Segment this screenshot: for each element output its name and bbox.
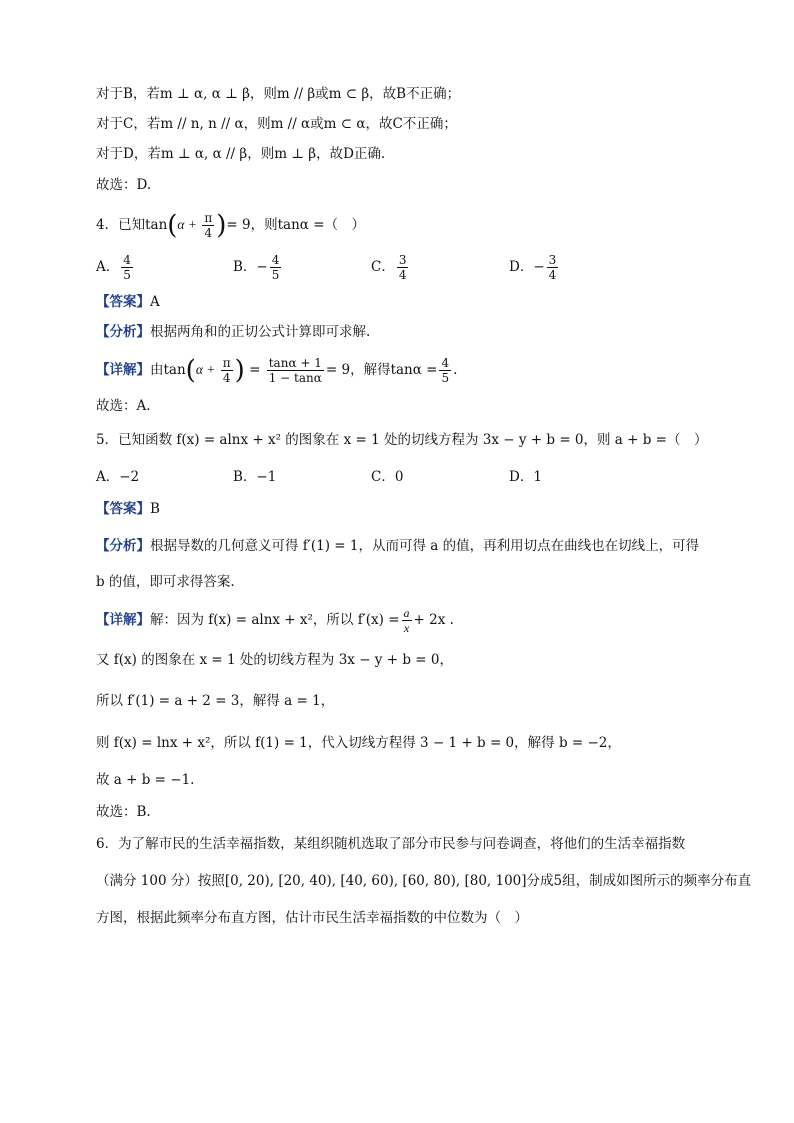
line-option-b-analysis: 对于B，若m ⊥ α, α ⊥ β，则m // β或m ⊂ β，故B不正确； bbox=[96, 86, 461, 102]
q4-option-c: C． $\frac{3}{4}$ bbox=[371, 253, 407, 282]
open-paren-icon: ( bbox=[167, 210, 178, 241]
line-q3-selection: 故选：D. bbox=[96, 177, 152, 193]
question-6-line-3: 方图，根据此频率分布直方图，估计市民生活幸福指数的中位数为（ ） bbox=[96, 910, 528, 926]
q4-fraction: $\frac{\pi}{4}$ bbox=[204, 211, 213, 240]
q5-option-d: D．1 bbox=[509, 469, 542, 485]
q5-detail-2: 又 f(x) 的图象在 x = 1 处的切线方程为 3x − y + b = 0， bbox=[96, 652, 453, 668]
q5-option-c: C．0 bbox=[371, 469, 404, 485]
q4-prefix: 4．已知tan bbox=[96, 217, 168, 233]
line-option-c-analysis: 对于C，若m // n, n // α，则m // α或m ⊂ α，故C不正确； bbox=[96, 116, 457, 132]
q4-arg: α + bbox=[177, 217, 201, 232]
q5-detail-1: 【详解】解：因为 f(x) = alnx + x²，所以 f′(x) = $\frac{a}{x}$ + 2x . bbox=[96, 606, 454, 635]
q4-answer: 【答案】A bbox=[96, 294, 160, 310]
close-paren-icon: ) bbox=[216, 210, 227, 241]
q4-option-a: A． $\frac{4}{5}$ bbox=[96, 253, 131, 282]
q5-option-b: B．−1 bbox=[233, 469, 277, 485]
q5-detail-4: 则 f(x) = lnx + x²，所以 f(1) = 1，代入切线方程得 3 − 1 + b = 0，解得 b = −2， bbox=[96, 735, 621, 751]
question-6-line-1: 6．为了解市民的生活幸福指数，某组织随机选取了部分市民参与问卷调查，将他们的生活幸福指数 bbox=[96, 836, 686, 852]
q4-option-b: B．− $\frac{4}{5}$ bbox=[233, 253, 280, 282]
q5-analysis-1: 【分析】根据导数的几何意义可得 f′(1) = 1，从而可得 a 的值，再利用切点在曲线也在切线上，可得 bbox=[96, 538, 700, 554]
q4-detail: 【详解】由tan(α + $\frac{\pi}{4}$ ) = $\frac{\tan\alpha + 1}{1 - \tan\alpha}$ = 9，解得tanα = $\frac{4}{5}$ . bbox=[96, 355, 458, 386]
q5-detail-3: 所以 f′(1) = a + 2 = 3，解得 a = 1， bbox=[96, 693, 335, 709]
q4-option-d: D．− $\frac{3}{4}$ bbox=[509, 253, 557, 282]
question-5: 5．已知函数 f(x) = alnx + x² 的图象在 x = 1 处的切线方程为 3x − y + b = 0，则 a + b =（ ） bbox=[96, 432, 708, 448]
question-6-line-2: （满分 100 分）按照[0, 20), [20, 40), [40, 60), [60, 80), [80, 100]分成5组，制成如图所示的频率分布直 bbox=[96, 873, 752, 889]
q4-selection: 故选：A. bbox=[96, 398, 151, 414]
q5-detail-5: 故 a + b = −1. bbox=[96, 772, 195, 788]
question-4 bbox=[96, 211, 365, 240]
q4-analysis: 【分析】根据两角和的正切公式计算即可求解. bbox=[96, 324, 371, 340]
q5-analysis-2: b 的值，即可求得答案. bbox=[96, 574, 235, 590]
q5-selection: 故选：B. bbox=[96, 804, 151, 820]
q4-suffix: = 9，则tanα =（ ） bbox=[226, 217, 366, 233]
q5-answer: 【答案】B bbox=[96, 501, 160, 517]
q5-option-a: A．−2 bbox=[96, 469, 140, 485]
line-option-d-analysis: 对于D，若m ⊥ α, α // β，则m ⊥ β，故D正确. bbox=[96, 146, 386, 162]
